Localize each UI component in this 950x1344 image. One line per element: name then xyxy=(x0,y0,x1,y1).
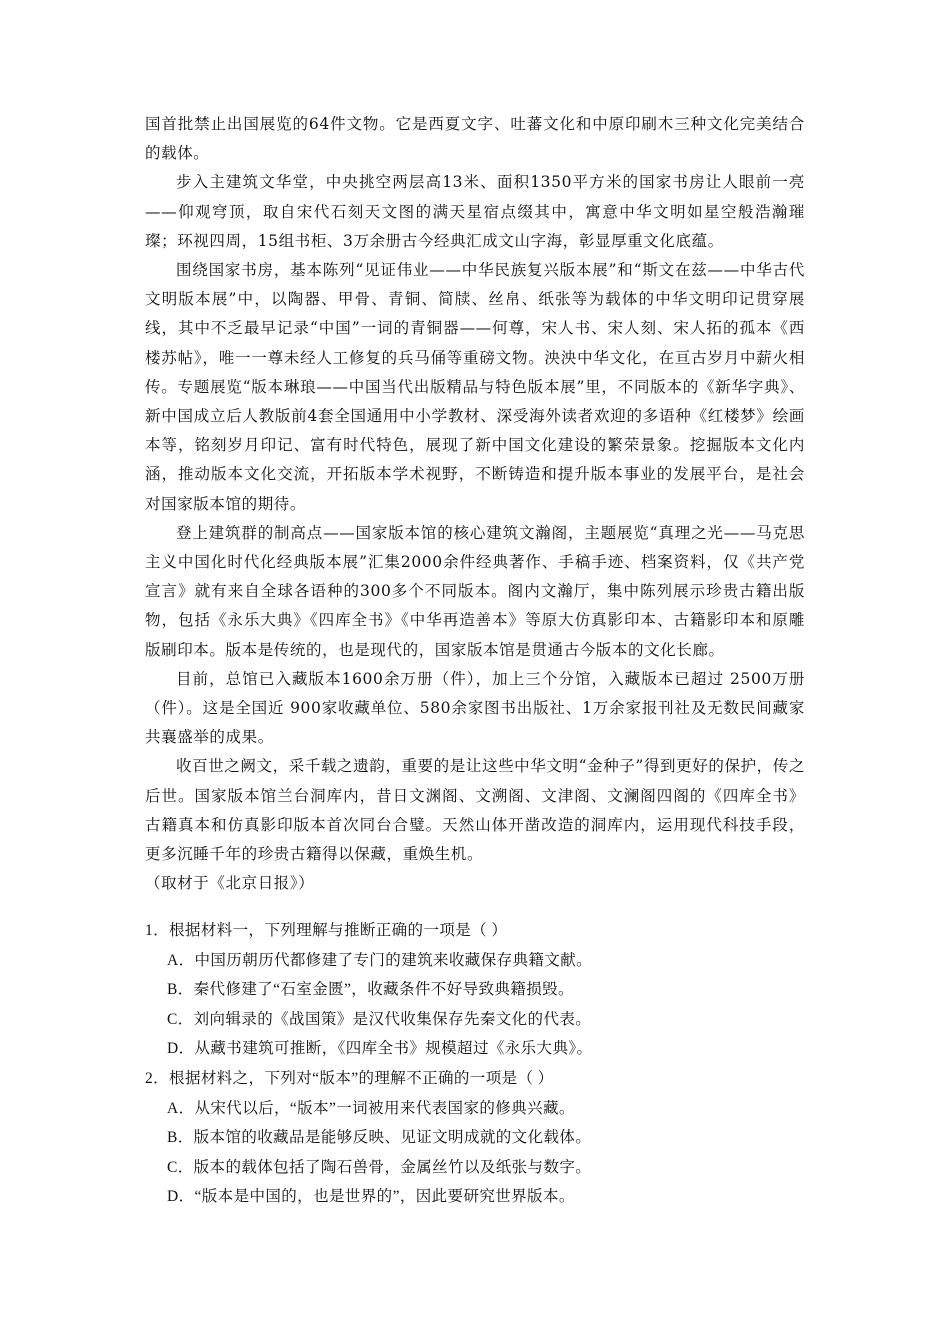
question-option: A．从宋代以后，“版本”一词被用来代表国家的修典兴藏。 xyxy=(167,1099,575,1117)
passage-paragraph-1: 国首批禁止出国展览的64件文物。它是西夏文字、吐蕃文化和中原印刷木三种文化完美结合的载体。 xyxy=(145,115,805,163)
question-2 xyxy=(145,1064,805,1212)
question-stem: 1．根据材料一，下列理解与推断正确的一项是（ ） xyxy=(145,922,508,939)
question-1 xyxy=(145,916,805,1064)
question-option: D．“版本是中国的，也是世界的”，因此要研究世界版本。 xyxy=(167,1188,575,1206)
passage-source: （取材于《北京日报》） xyxy=(145,874,315,893)
reading-passage xyxy=(145,110,805,898)
question-option: D．从藏书建筑可推断，《四库全书》规模超过《永乐大典》。 xyxy=(167,1040,593,1058)
question-option: C．版本的载体包括了陶石兽骨，金属丝竹以及纸张与数字。 xyxy=(167,1158,592,1176)
passage-paragraph-6: 收百世之阙文，采千载之遗韵，重要的是让这些中华文明“金种子”得到更好的保护，传之后世。国家版本馆兰台洞库内，昔日文渊阁、文溯阁、文津阁、文澜阁四阁的《四库全书》古籍真本和仿真影印版本首次同台合璧。天然山体开凿改造的洞库内，运用现代科技手段，更多沉睡千年的珍贵古籍得以保藏，重焕生机。 xyxy=(145,757,805,864)
question-list xyxy=(145,916,805,1212)
question-stem: 2．根据材料之，下列对“版本”的理解不正确的一项是（ ） xyxy=(145,1069,554,1087)
passage-paragraph-3: 围绕国家书房，基本陈列“见证伟业——中华民族复兴版本展”和“斯文在兹——中华古代文明版本展”中，以陶器、甲骨、青铜、简牍、丝帛、纸张等为载体的中华文明印记贯穿展线，其中不乏最早记录“中国”一词的青铜器——何尊，宋人书、宋人刻、宋人拓的孤本《西楼苏帖》，唯一一尊未经人工修复的兵马俑等重磅文物。泱泱中华文化，在亘古岁月中薪火相传。专题展览“版本琳琅——中国当代出版精品与特色版本展”里，不同版本的《新华字典》、新中国成立后人教版前4套全国通用中小学教材、深受海外读者欢迎的多语种《红楼梦》绘画本等，铭刻岁月印记、富有时代特色，展现了新中国文化建设的繁荣景象。挖掘版本文化内涵，推动版本文化交流，开拓版本学术视野，不断铸造和提升版本事业的发展平台，是社会对国家版本馆的期待。 xyxy=(145,261,805,513)
passage-paragraph-4: 登上建筑群的制高点——国家版本馆的核心建筑文瀚阁，主题展览“真理之光——马克思主义中国化时代化经典版本展”汇集2000余件经典著作、手稿手迹、档案资料，仅《共产党宣言》就有来自全球各语种的300多个不同版本。阁内文瀚厅，集中陈列展示珍贵古籍出版物，包括《永乐大典》《四库全书》《中华再造善本》等原大仿真影印本、古籍影印本和原雕版刷印本。版本是传统的，也是现代的，国家版本馆是贯通古今版本的文化长廊。 xyxy=(145,523,805,659)
passage-paragraph-5: 目前，总馆已入藏版本1600余万册（件），加上三个分馆，入藏版本已超过 2500万册（件）。这是全国近 900家收藏单位、580余家图书出版社、1万余家报刊社及无数民间藏家共襄盛举的成果。 xyxy=(145,669,805,747)
passage-paragraph-2: 步入主建筑文华堂，中央挑空两层高13米、面积1350平方米的国家书房让人眼前一亮——仰观穹顶，取自宋代石刻天文图的满天星宿点缀其中，寓意中华文明如星空般浩瀚璀璨；环视四周，15组书柜、3万余册古今经典汇成文山字海，彰显厚重文化底蕴。 xyxy=(145,173,805,250)
question-option: C．刘向辑录的《战国策》是汉代收集保存先秦文化的代表。 xyxy=(167,1010,592,1028)
question-option: B．秦代修建了“石室金匮”，收藏条件不好导致典籍损毁。 xyxy=(167,981,574,999)
question-option: A．中国历朝历代都修建了专门的建筑来收藏保存典籍文献。 xyxy=(167,951,592,969)
question-option: B．版本馆的收藏品是能够反映、见证文明成就的文化载体。 xyxy=(167,1129,592,1147)
